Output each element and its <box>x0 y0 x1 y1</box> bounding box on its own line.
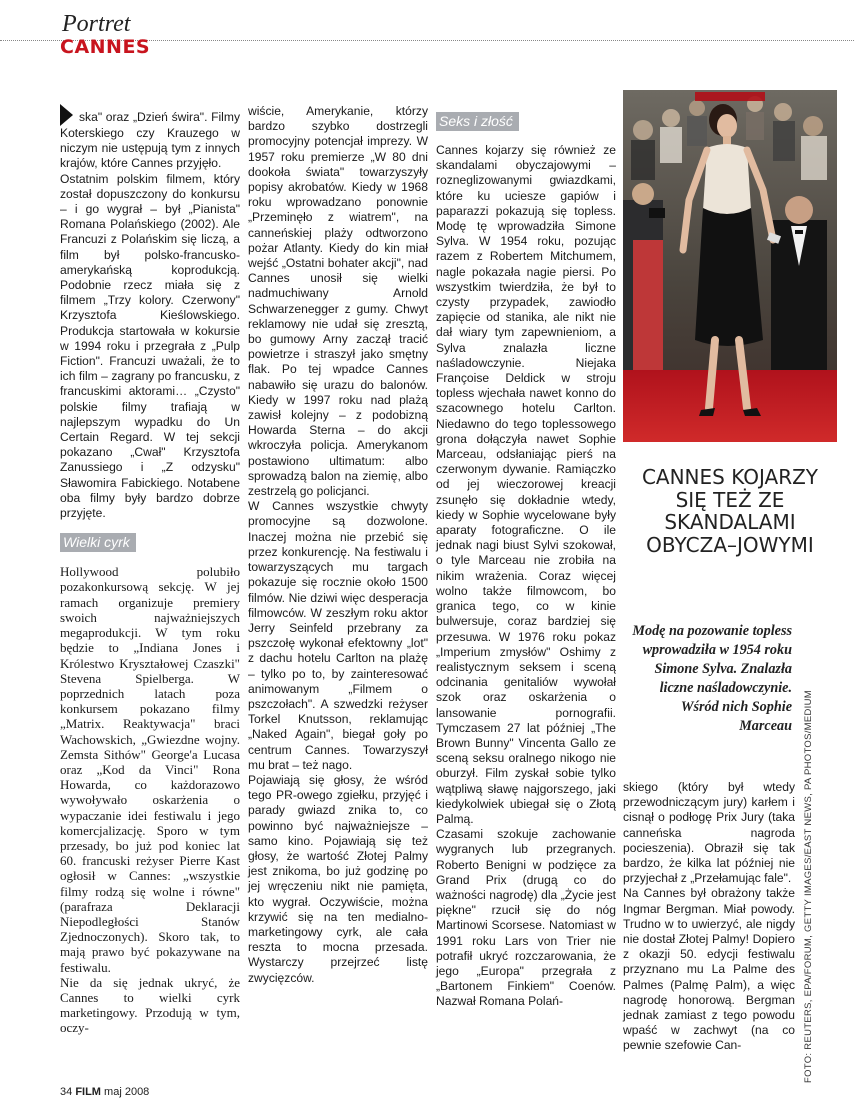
paragraph: Ostatnim polskim filmem, który został dopuszczony do konkursu – i go wygrał – był „Pianista" Romana Polańskiego (2002). Ale Francuzi z Polańskim się liczą, a film był polsko-francusko-amerykańską koprodukcją. Podobnie rzecz miała się z filmem „Trzy kolory. Czerwony" Krzysztofa Kieślowskiego. Produkcja startowała w kokursie w 1994 roku i przegrała z „Pulp Fiction". Francuzi uważali, że to ich film – zagrany po francusku, z francuskimi aktorami… „Czysto" polskie filmy trafiają w najlepszym wypadku do Un Certain Regard. W tej sekcji pokazano „Cwał" Krzysztofa Zanussiego i „Z odzysku" Sławomira Fabickiego. Notabene oba filmy były bardzo dobrze przyjęte. <box>60 171 240 521</box>
page-header <box>0 0 854 62</box>
paragraph: Czasami szokuje zachowanie wygranych lub przegranych. Roberto Benigni w podzięce za Grand Prix (drugą co do ważności nagrodę) dla „Życie jest piękne" rzucił się do nóg Martinowi Scorsese. Natomiast w 1991 roku Lars von Trier nie potrafił ukryć rozczarowania, że jego „Europa" przegrała z „Bartonem Finkiem" Coenów. Nazwał Romana Polań- <box>436 827 616 1009</box>
photo-caption: Modę na pozowanie topless wprowadziła w 1954 roku Simone Sylva. Znalazła liczne naśladowczynie. Wśród nich Sophie Marceau <box>632 623 792 734</box>
paragraph <box>60 104 240 172</box>
paragraph: W Cannes wszystkie chwyty promocyjne są dozwolone. Inaczej można nie przebić się przez konkurencję. Na festiwalu i towarzyszących mu targach pokazuje się rocznie około 1500 filmów. Nie dziwi więc desperacja filmowców. W zeszłym roku aktor Jerry Seinfeld przebrany za pszczołę wykonał efektowny „lot" z dachu hotelu Carlton na plażę – tylko po to, by zainteresować animowanym „Filmem o pszczołach". A szwedzki reżyser Torkel Knutsson, reklamując „Naked Again", biegał goły po centrum Cannes. Towarzyszył mu brat – też nago. <box>248 499 428 772</box>
paragraph: Pojawiają się głosy, że wśród tego PR-owego zgiełku, przyjęć i parady gwiazd znika to, co powinno być najważniejsze – samo kino. Pojawiają się też głosy, że wartość Złotej Palmy jest znikoma, bo już godzinę po jej wręczeniu nikt nie pamięta, kto wygrał. Oczywiście, można krzywić się na ten medialno-marketingowy cyrk, ale cała reszta to mocna przesada. Wystarczy przejrzeć listę zwycięzców. <box>248 772 428 985</box>
article-column-3 <box>436 104 616 1010</box>
paragraph: wiście, Amerykanie, którzy bardzo szybko dostrzegli promocyjny potencjał imprezy. W 1957 roku premierze „W 80 dni dookoła świata" towarzyszyły popisy akrobatów. Kiedy w 1968 roku wprowadzano ponownie „Przeminęło z wiatrem", na canneńskiej plaży odtworzono pożar Atlanty. Kiedy do kin miał wejść „Ostatni bohater akcji", nad Cannes unosił się wielki nadmuchiwany Arnold Schwarzenegger z gumy. Chwyt reklamowy nie udał się zresztą, bo gumowy Arny zaczął tracić powietrze i straszył jako smętny flak. Po tej wpadce Cannes nabawiło się urazu do balonów. Kiedy w 1997 roku nad plażą zawisł kolejny – z podobizną Howarda Sterna – do akcji wkroczyła policja. Amerykanom postawiono ultimatum: albo sprowadzą balon na ziemię, albo zestrzelą go policjanci. <box>248 104 428 499</box>
paragraph: skiego (który był wtedy przewodniczącym jury) karłem i cisnął o podłogę Prix Jury (taka canneńska nagroda pocieszenia). Obraził się tak bardzo, że kilka lat później nie przyjechał z „Przełamując fale". <box>623 780 795 886</box>
photo-illustration <box>623 90 837 442</box>
continuation-arrow-icon <box>60 104 73 126</box>
red-carpet-photo <box>623 90 837 442</box>
issue-date: maj 2008 <box>104 1086 150 1098</box>
article-column-1 <box>60 104 240 1036</box>
article-column-2 <box>248 104 428 986</box>
article-column-4 <box>623 780 795 1054</box>
paragraph: Nie da się jednak ukryć, że Cannes to wielki cyrk marketingowy. Przodują w tym, oczy- <box>60 974 240 1036</box>
paragraph: Cannes kojarzy się również ze skandalami obyczajowymi – rozneglizowanymi gwiazdkami, które ku uciesze gapiów i paparazzi pokazują się topless. Modę tę wprowadziła Simone Sylva. W 1954 roku, pozując razem z Robertem Mitchumem, nagle pokazała nagie piersi. Po wszystkim twierdziła, że był to czysty przypadek, zawiodło zapięcie od stanika, ale nikt nie dał wiary tym zapewnieniom, a Sylva znalazła liczne naśladowczynie. Niejaka Françoise Deldick w stroju topless wjechała nawet konno do szacownego hotelu Carlton. Niedawno do tego toplessowego grona dołączyła nawet Sophie Marceau, odsłaniając pierś na czerwonym dywanie. Ramiączko od jej wieczorowej kreacji zsunęło się dokładnie wtedy, kiedy w Sophie wycelowane były aparaty fotograficzne. O ile jednak nagi biust Sylvi szokował, o tyle Marceau nie zrobiła na nikim wrażenia. Coraz więcej wolno także filmowcom, bo granica tego, co w kinie bulwersuje, coraz bardziej się przesuwa. W 1976 roku pokaz „Imperium zmysłów" Oshimy z realistycznym seksem i sceną odcinania genitaliów wywołał szok oraz oskarżenia o lansowanie pornografii. Tymczasem 27 lat później „The Brown Bunny" Vincenta Gallo ze sceną seksu oralnego nikogo nie oburzył. Film zyskał sobie tylko wątpliwą sławę najgorszego, jaki kiedykolwiek ubiegał się o Złotą Palmą. <box>436 143 616 826</box>
photo-credit <box>802 690 816 1083</box>
magazine-name: FILM <box>75 1086 101 1098</box>
subheading-wielki-cyrk: Wielki cyrk <box>60 533 136 552</box>
paragraph-text: ska" oraz „Dzień świra". Filmy Koterskiego czy Krauzego w niczym nie ustępują tym z innych krajów, które Cannes przyjęło. <box>60 110 240 171</box>
paragraph: Na Cannes był obrażony także Ingmar Bergman. Miał powody. Trudno w to uwierzyć, ale nigdy nie dostał Złotej Palmy! Dopiero z okazji 50. edycji festiwalu przyznano mu La Palme des Palmes (Palmę Palm), a więc nagrodę honorową. Bergman jednak zamiast z tego powodu wpaść w zachwyt (na co pewnie szefowie Can- <box>623 886 795 1053</box>
section-kicker: Portret <box>62 11 131 37</box>
photo-credit-text: FOTO: REUTERS, EPA/FORUM, GETTY IMAGES/EAST NEWS, PA PHOTOS/MEDIUM <box>803 690 814 1083</box>
page-footer <box>60 1086 149 1098</box>
page-number: 34 <box>60 1086 73 1098</box>
paragraph: Hollywood polubiło pozakonkursową sekcję. W jej ramach organizuje premiery swoich najważniejszych megaprodukcji. W tym roku będzie to „Indiana Jones i Królestwo Kryształowej Czaszki" Stevena Spielberga. W poprzednich latach poza konkursem pokazano filmy „Matrix. Reaktywacja" braci Wachowskich, „Gwiezdne wojny. Zemsta Sithów" George'a Lucasa oraz „Kod da Vinci" Rona Howarda, co każdorazowo wywoływało oskarżenia o wypaczanie idei festiwalu i jego komercjalizację. Sporo w tym przesady, bo już pod koniec lat 60. francuski reżyser Pierre Kast ogłosił w Cannes: „wszystkie filmy rodzą się wolne i równe" (parafraza Deklaracji Niepodległości Stanów Zjednoczonych). Skoro tak, to mają prawo być pokazywane na festiwalu. <box>60 564 240 975</box>
subheading-seks-i-zlosc: Seks i złość <box>436 112 519 131</box>
pull-quote: CANNES KOJARZY SIĘ TEŻ ZE SKANDALAMI OBYCZA–JOWYMI <box>641 465 819 557</box>
section-title: CANNES <box>60 36 151 58</box>
